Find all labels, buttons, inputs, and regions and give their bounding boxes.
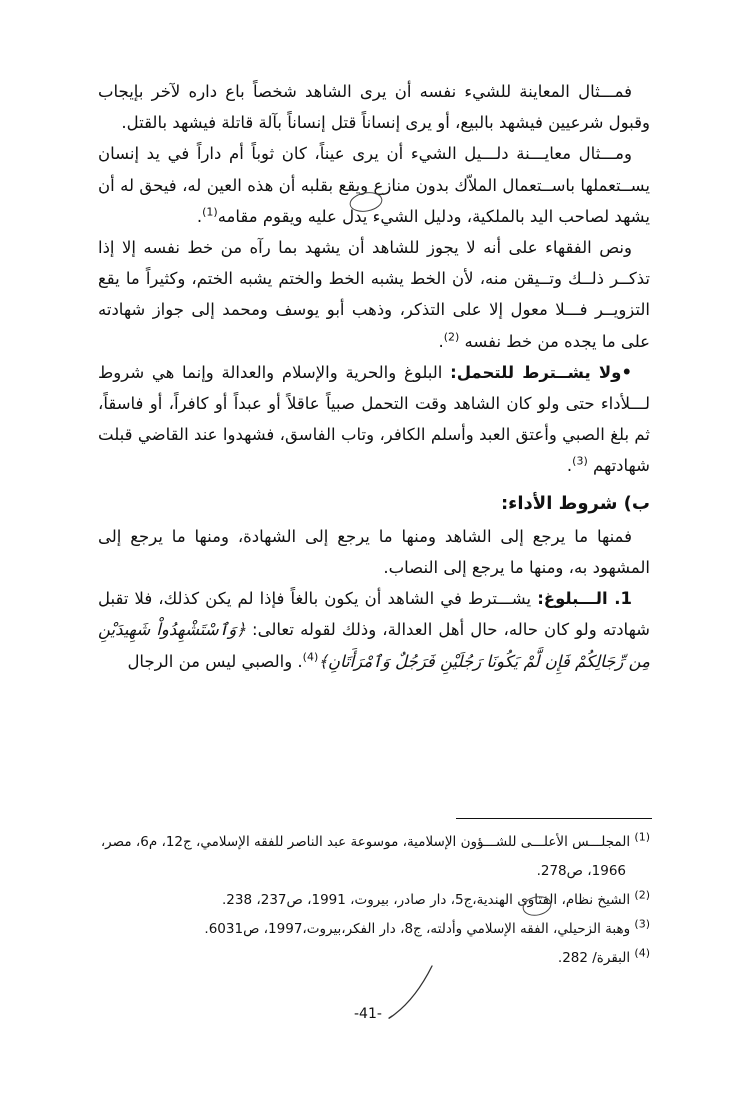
paragraph-tail: . — [566, 456, 573, 476]
bullet: • — [621, 362, 632, 382]
footnote-ref: (2) — [443, 330, 460, 344]
paragraph-text: يشـــترط في الشاهد أن يكون بالغاً فإذا لم يكن كذلك، فلا تقبل شهادته ولو كان حاله، حال أهل العدالة، وذلك لقوله تعالى: — [98, 589, 650, 640]
footnote-continuation: 1966، ص278. — [536, 863, 626, 879]
footnotes — [98, 828, 650, 973]
footnote-1 — [98, 828, 650, 886]
paragraph-text: ونص الفقهاء على أنه لا يجوز للشاهد أن يشهد بما رآه من خط نفسه إلا إذا تذكــر ذلــك وتــيقن منه، لأن الخط يشبه الخط والختم يشبه الختم، وكثيراً ما يقع التزويــر فـــلا معول إلا على التذكر، وذهب أبو يوسف ومحمد إلى جواز شهادته على ما يجده من خط نفسه — [98, 238, 650, 351]
footnote-text: الشيخ نظام، الفتاوى الهندية،ج5، دار صادر، بيروت، 1991، ص237، 238. — [222, 892, 631, 908]
footnote-ref: (3) — [572, 454, 588, 468]
paragraph-example-direct — [98, 76, 650, 138]
page-number: -41- — [354, 1006, 382, 1022]
footnote-ref: (4) — [302, 650, 319, 664]
paragraph-jurists-handwriting — [98, 232, 650, 357]
paragraph-tail: . والصبي ليس من الرجال — [127, 651, 303, 671]
paragraph-puberty — [98, 583, 650, 677]
footnote-divider — [456, 818, 652, 819]
paragraph-lead: 1. الـــبلوغ: — [537, 589, 632, 609]
paragraph-text: فمنها ما يرجع إلى الشاهد ومنها ما يرجع إلى الشهادة، ومنها ما يرجع إلى المشهود به، ومنها ما يرجع إلى النصاب. — [98, 526, 650, 578]
footnote-4 — [98, 944, 650, 973]
paragraph-example-evidence — [98, 138, 650, 232]
paragraph-tail: . — [196, 206, 203, 226]
main-text — [98, 76, 650, 677]
quran-verse: ﴿وَٱسْتَشْهِدُواْ شَهِيدَيْنِ مِن رِّجَالِكُمْ فَإِن لَّمْ يَكُونَا رَجُلَيْنِ فَرَجُلٌ وَٱمْرَأَتَانِ﴾ — [98, 620, 650, 671]
footnote-text: المجلـــس الأعلـــى للشـــؤون الإسلامية، موسوعة عبد الناصر للفقه الإسلامي، ج12، م6، مصر، — [100, 834, 631, 850]
footnote-number: (4) — [634, 946, 650, 960]
footnote-2 — [98, 886, 650, 915]
footnote-ref: (1) — [202, 205, 218, 219]
section-heading: ب) شروط الأداء: — [500, 492, 650, 514]
footnote-number: (1) — [634, 830, 650, 844]
footnote-text: وهبة الزحيلي، الفقه الإسلامي وأدلته، ج8، دار الفكر،بيروت،1997، ص6031. — [204, 921, 631, 937]
paragraph-text: البلوغ والحرية والإسلام والعدالة وإنما هي شروط لـــلأداء حتى ولو كان الشاهد وقت التحمل صبياً عاقلاً أو عبداً أو كافراً، أو فاسقاً، ثم بلغ الصبي وأعتق العبد وأسلم الكافر، وتاب الفاسق، فشهدوا عند القاضي قبلت شهادتهم — [98, 362, 650, 476]
paragraph-performance-types — [98, 521, 650, 583]
footnote-number: (3) — [634, 917, 650, 931]
paragraph-text: ومـــثال معايـــنة دلـــيل الشيء أن يرى عيناً، كان ثوباً أم داراً في يد إنسان يســتعملها باســتعمال الملاّك بدون منازع ويقع بقلبه أن هذه العين له، فيحق له أن يشهد لصاحب اليد بالملكية، ودليل الشيء يدل عليه ويقوم مقامه — [98, 144, 650, 226]
paragraph-bearing-conditions — [98, 357, 650, 482]
paragraph-lead: ولا يشــترط للتحمل: — [450, 362, 622, 382]
paragraph-text: فمـــثال المعاينة للشيء نفسه أن يرى الشاهد شخصاً باع داره لآخر بإيجاب وقبول شرعيين فيشهد بالبيع، أو يرى إنساناً قتل إنساناً بآلة قاتلة فيشهد بالقتل. — [98, 82, 650, 133]
footnote-3 — [98, 915, 650, 944]
footnote-number: (2) — [634, 888, 650, 902]
paragraph-tail: . — [438, 331, 444, 351]
footnote-text: البقرة/ 282. — [557, 950, 631, 966]
